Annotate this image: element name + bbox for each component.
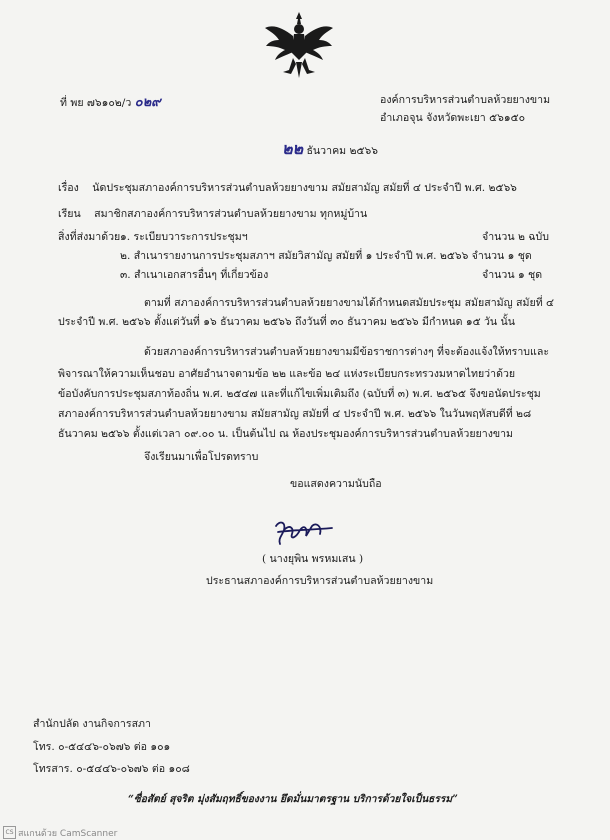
date-day-handwritten: ๒๒	[282, 139, 304, 158]
closing-request: จึงเรียนมาเพื่อโปรดทราบ	[144, 451, 259, 463]
paragraph-2-line: ด้วยสภาองค์การบริหารส่วนตำบลห้วยยางขามมีข้อราชการต่างๆ ที่จะต้องแจ้งให้ทราบและ	[144, 346, 550, 358]
recipient-line	[58, 205, 367, 222]
motto: “ซื่อสัตย์ สุจริต มุ่งสัมฤทธิ์ของงาน ยึดมั่นมาตรฐาน บริการด้วยใจเป็นธรรม”	[128, 793, 458, 805]
enclosures-label: สิ่งที่ส่งมาด้วย	[58, 231, 121, 243]
paragraph-2-line: ธันวาคม ๒๕๖๖ ตั้งแต่เวลา ๐๙.๐๐ น. เป็นต้นไป ณ ห้องประชุมองค์การบริหารส่วนตำบลห้วยยางขาม	[58, 428, 514, 440]
signer-name: ( นางยุพิน พรหมเสน )	[262, 553, 364, 565]
recipient-label: เรียน	[58, 208, 81, 220]
phone-number: โทร. ๐-๕๔๔๖-๐๖๗๖ ต่อ ๑๐๑	[33, 741, 171, 753]
signature	[270, 518, 340, 548]
org-address: อำเภอจุน จังหวัดพะเยา ๕๖๑๕๐	[380, 112, 526, 124]
signer-position: ประธานสภาองค์การบริหารส่วนตำบลห้วยยางขาม	[206, 575, 434, 587]
subject-label: เรื่อง	[58, 182, 79, 194]
enclosure-item: ๓. สำเนาเอกสารอื่นๆ ที่เกี่ยวข้อง	[120, 269, 269, 281]
document-date	[282, 137, 378, 162]
enclosure-qty: จำนวน ๒ ฉบับ	[482, 231, 549, 243]
paragraph-1-line: ประจำปี พ.ศ. ๒๕๖๖ ตั้งแต่วันที่ ๑๖ ธันวาคม ๒๕๖๖ ถึงวันที่ ๓๐ ธันวาคม ๒๕๖๖ มีกำหนด ๑๕ วัน นั้น	[58, 316, 515, 328]
scanner-watermark-text: สแกนด้วย CamScanner	[18, 829, 118, 839]
garuda-emblem	[263, 10, 335, 80]
paragraph-2-line: พิจารณาให้ความเห็นชอบ อาศัยอำนาจตามข้อ ๒๒ และข้อ ๒๔ แห่งระเบียบกระทรวงมหาดไทยว่าด้วย	[58, 368, 516, 380]
subject-line	[58, 179, 517, 196]
fax-number: โทรสาร. ๐-๕๔๔๖-๐๖๗๖ ต่อ ๑๐๘	[33, 763, 190, 775]
closing-salutation: ขอแสดงความนับถือ	[290, 478, 382, 490]
camscanner-logo-icon: CS	[3, 826, 16, 839]
document-number-handwritten: ๐๒๙	[134, 95, 161, 110]
paragraph-2-line: ข้อบังคับการประชุมสภาท้องถิ่น พ.ศ. ๒๕๔๗ และที่แก้ไขเพิ่มเติมถึง (ฉบับที่ ๓) พ.ศ. ๒๕๖๕ จึงขอนัดประชุม	[58, 388, 541, 400]
date-month-year: ธันวาคม ๒๕๖๖	[306, 145, 378, 157]
recipient-text: สมาชิกสภาองค์การบริหารส่วนตำบลห้วยยางขาม ทุกหมู่บ้าน	[94, 208, 368, 220]
scanner-watermark-bar	[0, 824, 610, 840]
enclosure-item: ๒. สำเนารายงานการประชุมสภาฯ สมัยวิสามัญ สมัยที่ ๑ ประจำปี พ.ศ. ๒๕๖๖ จำนวน ๑ ชุด	[120, 250, 532, 262]
enclosure-item: ๑. ระเบียบวาระการประชุมฯ	[120, 231, 248, 243]
paragraph-2-line: สภาองค์การบริหารส่วนตำบลห้วยยางขาม สมัยสามัญ สมัยที่ ๔ ประจำปี พ.ศ. ๒๕๖๖ ในวันพฤหัสบดีที่ ๒๘	[58, 408, 532, 420]
org-name: องค์การบริหารส่วนตำบลห้วยยางขาม	[380, 94, 551, 106]
office-name: สำนักปลัด งานกิจการสภา	[33, 718, 151, 730]
enclosure-qty: จำนวน ๑ ชุด	[482, 269, 543, 281]
paragraph-1-line: ตามที่ สภาองค์การบริหารส่วนตำบลห้วยยางขามได้กำหนดสมัยประชุม สมัยสามัญ สมัยที่ ๔	[144, 297, 555, 309]
document-number-label: ที่ พย ๗๖๑๐๒/ว	[60, 97, 132, 109]
subject-text: นัดประชุมสภาองค์การบริหารส่วนตำบลห้วยยางขาม สมัยสามัญ สมัยที่ ๔ ประจำปี พ.ศ. ๒๕๖๖	[92, 182, 517, 194]
document-number	[60, 91, 161, 112]
